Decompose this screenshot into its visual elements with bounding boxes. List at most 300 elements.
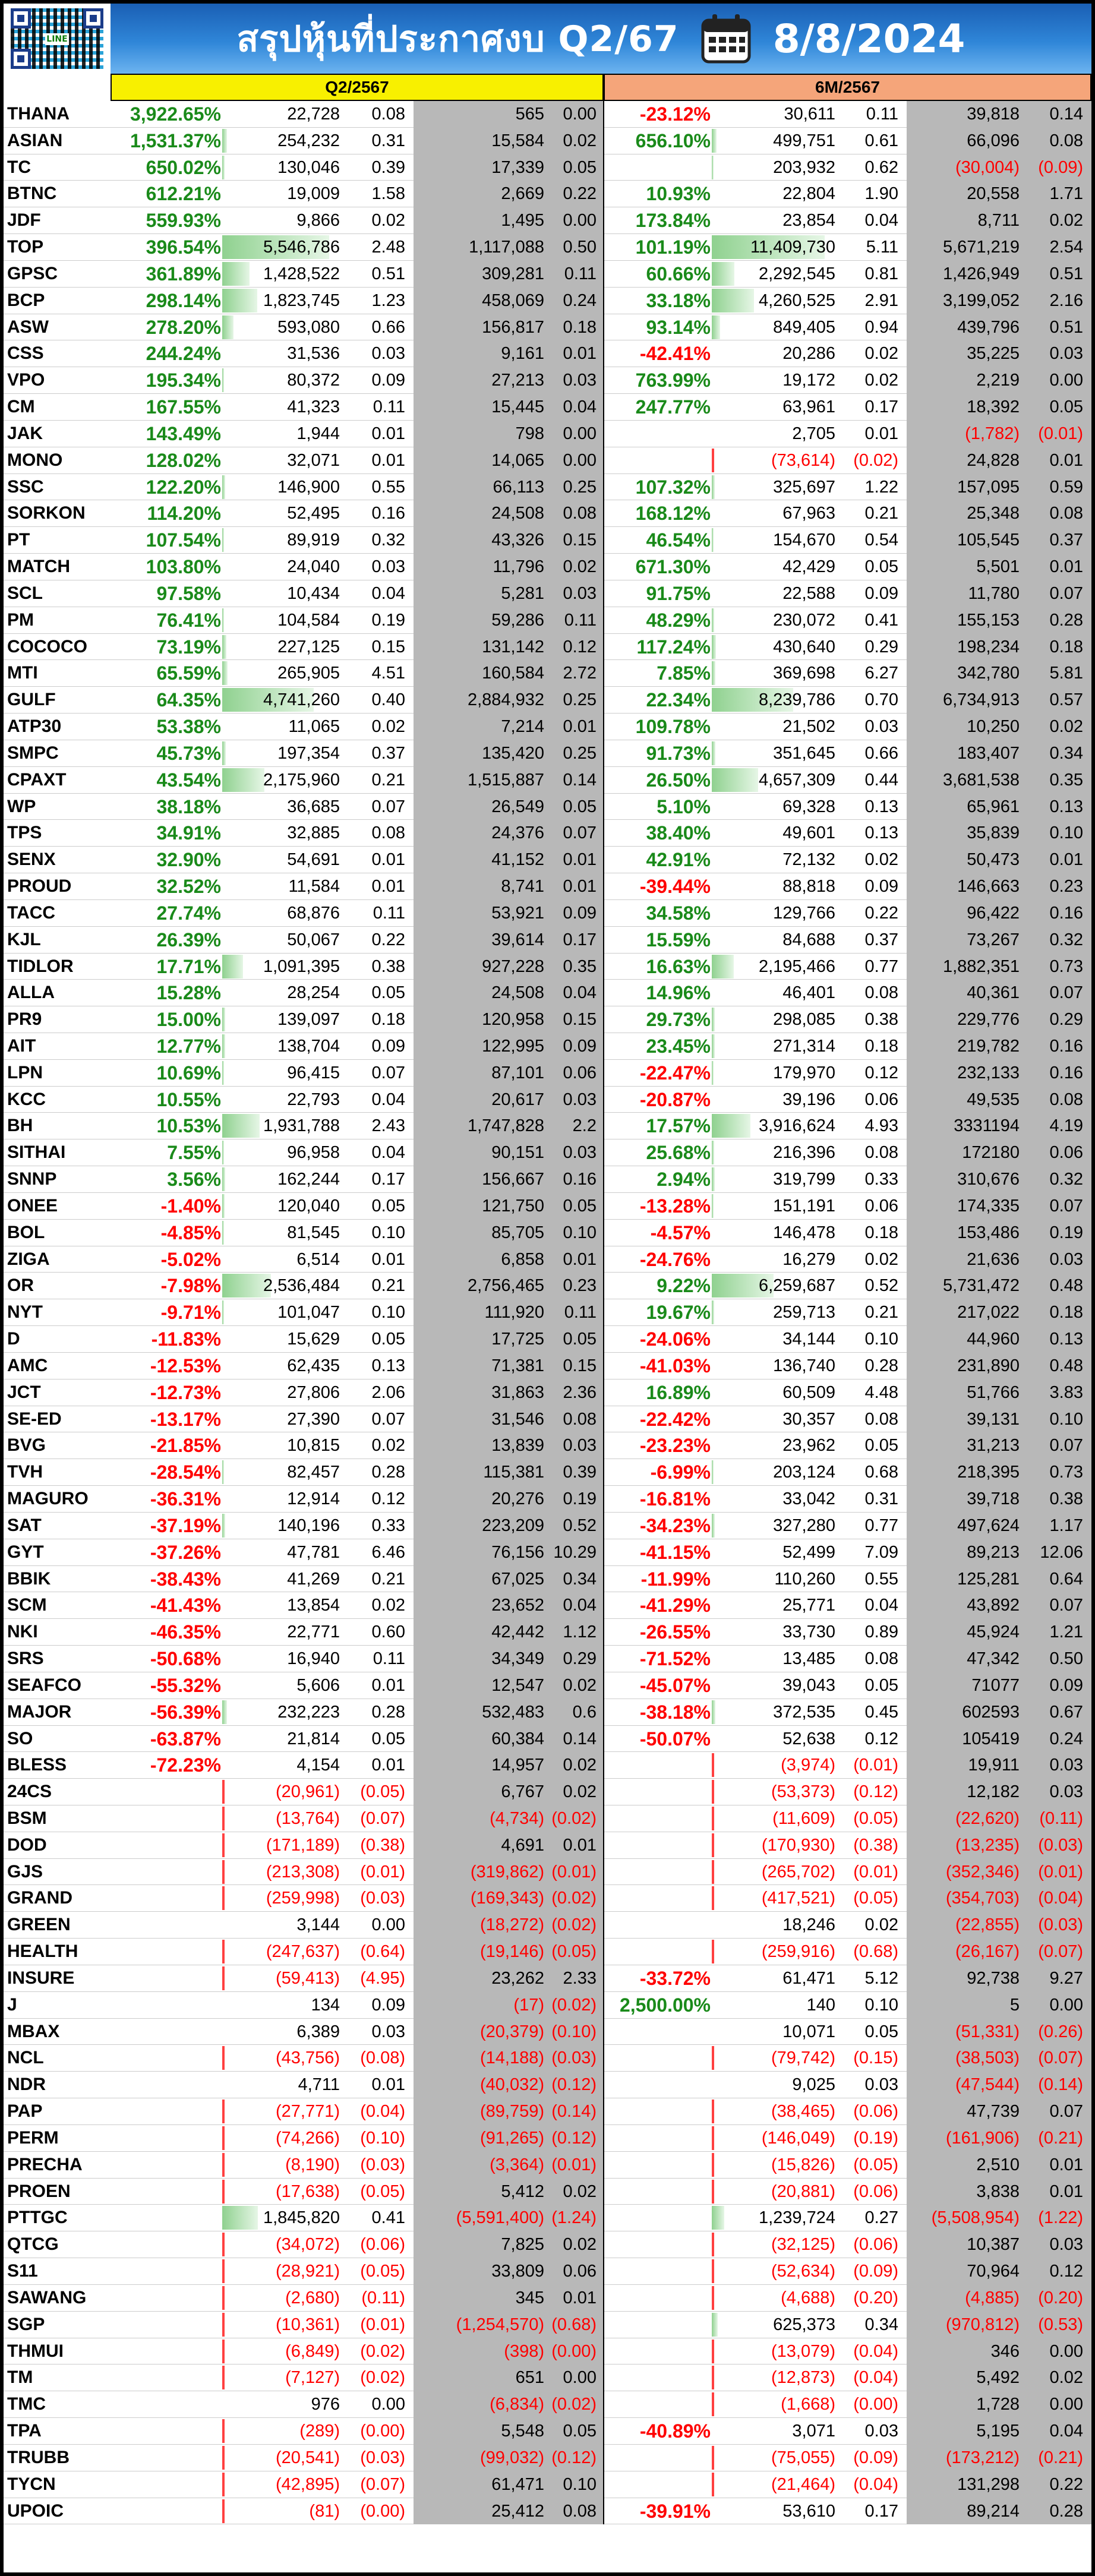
- q2-eps: 0.28: [371, 1702, 405, 1722]
- prev-eps: 0.02: [563, 131, 597, 150]
- prev-net-profit: (99,032): [479, 2448, 544, 2467]
- symbol[interactable]: ONEE: [7, 1195, 58, 1216]
- symbol[interactable]: BCP: [7, 290, 45, 310]
- 6m-prev-net-profit: 5,492: [976, 2368, 1020, 2388]
- 6m-change-pct: [604, 2285, 711, 2312]
- q2-net-profit: 68,876: [287, 903, 340, 923]
- 6m-prev-eps: 0.57: [1049, 690, 1083, 710]
- table-row: [4, 927, 1091, 954]
- symbol[interactable]: TPS: [7, 823, 42, 843]
- symbol[interactable]: WP: [7, 796, 36, 816]
- q2-net-profit: 1,944: [296, 424, 340, 443]
- 6m-prev-eps: 0.07: [1049, 1436, 1083, 1456]
- q2-net-profit: 50,067: [287, 930, 340, 949]
- symbol[interactable]: SEAFCO: [7, 1675, 82, 1695]
- q2-loss-bar: [222, 2100, 225, 2123]
- q2-change-pct: 122.20%: [146, 476, 221, 498]
- symbol[interactable]: BBIK: [7, 1568, 51, 1589]
- symbol[interactable]: LPN: [7, 1062, 43, 1082]
- prev-eps: 0.00: [563, 450, 597, 470]
- 6m-prev-net-profit: (47,544): [955, 2075, 1020, 2095]
- q2-net-profit: 80,372: [287, 371, 340, 390]
- table-row: [4, 2312, 1091, 2338]
- table-row: [4, 2045, 1091, 2072]
- 6m-prev-eps: 0.18: [1049, 1303, 1083, 1322]
- q2-net-profit: 47,781: [287, 1542, 340, 1562]
- 6m-change-pct: [604, 1832, 711, 1859]
- 6m-profit-bar: [712, 1034, 715, 1058]
- q2-eps: 2.48: [371, 238, 405, 257]
- 6m-eps: 4.93: [864, 1116, 898, 1136]
- table-row: [4, 1965, 1091, 1992]
- 6m-change-pct: [604, 2365, 711, 2391]
- q2-eps: (0.07): [360, 1809, 405, 1828]
- prev-eps: (0.02): [551, 1995, 597, 2015]
- q2-loss-bar: [222, 2340, 225, 2363]
- q2-net-profit: 13,854: [287, 1596, 340, 1615]
- 6m-change-pct: -39.91%: [639, 2500, 711, 2522]
- symbol[interactable]: MBAX: [7, 2021, 60, 2041]
- symbol[interactable]: INSURE: [7, 1968, 75, 1988]
- symbol[interactable]: ASW: [7, 317, 49, 337]
- prev-net-profit: 156,667: [482, 1170, 544, 1189]
- prev-net-profit: (5,591,400): [456, 2208, 544, 2228]
- q2-eps: 0.13: [371, 1356, 405, 1375]
- symbol[interactable]: GRAND: [7, 1888, 72, 1908]
- q2-eps: (4.95): [360, 1968, 405, 1988]
- 6m-eps: 0.34: [864, 2315, 898, 2334]
- table-row: [4, 1912, 1091, 1939]
- 6m-profit-bar: [712, 608, 714, 632]
- prev-net-profit: 27,213: [491, 371, 544, 390]
- symbol[interactable]: NYT: [7, 1302, 43, 1322]
- 6m-prev-eps: 0.01: [1049, 850, 1083, 870]
- symbol[interactable]: SO: [7, 1728, 33, 1748]
- 6m-eps: 0.05: [864, 557, 898, 577]
- symbol[interactable]: D: [7, 1329, 20, 1349]
- prev-eps: 0.00: [563, 211, 597, 231]
- 6m-prev-eps: (0.04): [1038, 1889, 1083, 1908]
- 6m-net-profit: 151,191: [773, 1196, 835, 1216]
- symbol[interactable]: PRECHA: [7, 2154, 83, 2174]
- 6m-prev-eps: 0.00: [1049, 371, 1083, 390]
- 6m-net-profit: 3,916,624: [758, 1116, 835, 1136]
- 6m-prev-net-profit: 5,501: [976, 557, 1020, 577]
- symbol[interactable]: SCM: [7, 1595, 47, 1615]
- 6m-prev-net-profit: 183,407: [957, 743, 1020, 763]
- symbol[interactable]: CM: [7, 397, 35, 417]
- symbol[interactable]: PAP: [7, 2101, 43, 2122]
- symbol[interactable]: THMUI: [7, 2341, 64, 2361]
- q2-net-profit: (81): [309, 2501, 340, 2521]
- symbol[interactable]: PROUD: [7, 876, 72, 896]
- symbol[interactable]: SITHAI: [7, 1142, 66, 1163]
- symbol[interactable]: SORKON: [7, 503, 86, 523]
- q2-eps: (0.01): [360, 1862, 405, 1882]
- symbol[interactable]: SAT: [7, 1515, 42, 1535]
- q2-net-profit: (10,361): [275, 2315, 340, 2334]
- q2-eps: 0.22: [371, 930, 405, 949]
- q2-eps: 0.28: [371, 1463, 405, 1482]
- 6m-eps: (0.01): [853, 1862, 898, 1882]
- symbol[interactable]: SRS: [7, 1649, 44, 1669]
- 6m-prev-net-profit: 602593: [962, 1702, 1020, 1722]
- q2-period-label: Q2/2567: [111, 74, 604, 101]
- 6m-eps: (0.19): [853, 2128, 898, 2148]
- prev-net-profit: 2,669: [501, 184, 544, 204]
- symbol[interactable]: GULF: [7, 690, 56, 710]
- table-row: [4, 1033, 1091, 1060]
- symbol[interactable]: KJL: [7, 929, 41, 949]
- 6m-prev-eps: 0.01: [1049, 557, 1083, 577]
- 6m-eps: (0.20): [853, 2288, 898, 2307]
- symbol[interactable]: GPSC: [7, 263, 58, 283]
- symbol[interactable]: THANA: [7, 104, 70, 124]
- 6m-net-profit: 67,963: [782, 504, 835, 523]
- symbol[interactable]: PROEN: [7, 2181, 71, 2201]
- symbol[interactable]: VPO: [7, 370, 45, 390]
- 6m-net-profit: 19,172: [782, 371, 835, 390]
- 6m-eps: 0.77: [864, 956, 898, 976]
- symbol[interactable]: TVH: [7, 1462, 43, 1482]
- prev-net-profit: 1,495: [501, 211, 544, 231]
- prev-net-profit: 43,326: [491, 531, 544, 550]
- q2-net-profit: 139,097: [277, 1010, 340, 1030]
- q2-net-profit: 2,536,484: [263, 1276, 340, 1296]
- symbol[interactable]: SSC: [7, 476, 44, 497]
- symbol[interactable]: ATP30: [7, 716, 62, 737]
- prev-eps: 0.06: [563, 2262, 597, 2281]
- 6m-net-profit: 4,657,309: [758, 770, 835, 790]
- 6m-prev-eps: 0.08: [1049, 131, 1083, 150]
- 6m-prev-eps: 0.04: [1049, 2422, 1083, 2441]
- prev-eps: 0.16: [563, 1170, 597, 1189]
- 6m-net-profit: 72,132: [782, 850, 835, 870]
- prev-eps: (0.10): [551, 2022, 597, 2041]
- 6m-change-pct: -34.23%: [639, 1514, 711, 1536]
- 6m-prev-net-profit: 40,361: [967, 983, 1020, 1003]
- prev-eps: 0.11: [564, 1303, 597, 1322]
- symbol[interactable]: UPOIC: [7, 2501, 64, 2521]
- table-row: [4, 1220, 1091, 1246]
- q2-eps: 0.01: [371, 2075, 405, 2095]
- q2-eps: (0.38): [360, 1835, 405, 1855]
- q2-change-pct: 64.35%: [156, 689, 221, 711]
- prev-eps: 0.01: [563, 1249, 597, 1269]
- prev-net-profit: 24,508: [491, 983, 544, 1003]
- symbol[interactable]: KCC: [7, 1089, 46, 1109]
- symbol[interactable]: CSS: [7, 343, 44, 364]
- 6m-prev-net-profit: (26,167): [955, 1942, 1020, 1962]
- symbol[interactable]: GJS: [7, 1861, 43, 1882]
- prev-eps: 0.09: [563, 1036, 597, 1056]
- header-banner: [4, 4, 1091, 74]
- prev-eps: 0.07: [563, 823, 597, 843]
- 6m-prev-net-profit: 439,796: [957, 317, 1020, 337]
- 6m-net-profit: 52,638: [782, 1729, 835, 1748]
- symbol[interactable]: BH: [7, 1116, 33, 1136]
- 6m-change-pct: -20.87%: [639, 1088, 711, 1110]
- prev-net-profit: 651: [515, 2368, 544, 2388]
- symbol[interactable]: TPA: [7, 2421, 42, 2441]
- 6m-net-profit: 34,144: [782, 1330, 835, 1349]
- 6m-profit-bar: [712, 635, 716, 659]
- prev-net-profit: 6,858: [501, 1249, 544, 1269]
- q2-change-pct: [112, 2205, 221, 2231]
- symbol[interactable]: JCT: [7, 1382, 41, 1402]
- line-qr-code[interactable]: [4, 4, 111, 74]
- symbol[interactable]: MONO: [7, 450, 63, 470]
- 6m-prev-net-profit: 310,676: [957, 1170, 1020, 1189]
- q2-net-profit: 3,144: [296, 1915, 340, 1935]
- symbol[interactable]: TACC: [7, 902, 56, 923]
- symbol[interactable]: PR9: [7, 1009, 42, 1030]
- prev-net-profit: 17,725: [491, 1330, 544, 1349]
- symbol[interactable]: JAK: [7, 423, 43, 443]
- symbol[interactable]: AIT: [7, 1036, 36, 1056]
- 6m-change-pct: -41.03%: [639, 1355, 711, 1377]
- symbol[interactable]: PT: [7, 530, 30, 550]
- symbol[interactable]: MAJOR: [7, 1701, 72, 1722]
- symbol[interactable]: SAWANG: [7, 2287, 87, 2307]
- qr-pattern: [11, 8, 103, 69]
- 6m-prev-net-profit: 3,838: [976, 2182, 1020, 2201]
- 6m-prev-eps: 0.13: [1049, 1330, 1083, 1349]
- 6m-prev-eps: 0.08: [1049, 504, 1083, 523]
- symbol[interactable]: SCL: [7, 583, 43, 603]
- 6m-eps: 0.06: [864, 1090, 898, 1109]
- 6m-net-profit: 60,509: [782, 1382, 835, 1402]
- q2-eps: 0.07: [371, 1063, 405, 1082]
- 6m-eps: 0.05: [864, 1436, 898, 1456]
- symbol[interactable]: MATCH: [7, 557, 71, 577]
- 6m-prev-net-profit: 89,214: [967, 2501, 1020, 2521]
- symbol[interactable]: ZIGA: [7, 1249, 50, 1269]
- symbol[interactable]: BOL: [7, 1222, 45, 1242]
- q2-net-profit: 4,741,260: [263, 690, 340, 710]
- symbol[interactable]: TC: [7, 157, 31, 177]
- symbol[interactable]: 24CS: [7, 1782, 52, 1802]
- 6m-eps: 0.02: [864, 1915, 898, 1935]
- 6m-eps: 0.02: [864, 371, 898, 390]
- prev-eps: (0.00): [551, 2341, 597, 2361]
- symbol[interactable]: NKI: [7, 1622, 38, 1642]
- 6m-prev-net-profit: (51,331): [955, 2022, 1020, 2041]
- prev-net-profit: 24,376: [491, 823, 544, 843]
- q2-change-pct: -28.54%: [150, 1461, 221, 1483]
- 6m-prev-eps: 2.16: [1049, 291, 1083, 310]
- prev-eps: 0.25: [563, 477, 597, 497]
- prev-eps: 0.05: [563, 1196, 597, 1216]
- prev-eps: 0.15: [563, 531, 597, 550]
- table-row: [4, 1060, 1091, 1087]
- 6m-eps: 4.48: [864, 1382, 898, 1402]
- symbol[interactable]: CPAXT: [7, 769, 67, 790]
- symbol[interactable]: DOD: [7, 1835, 47, 1855]
- prev-net-profit: (1,254,570): [456, 2315, 544, 2334]
- q2-eps: 0.11: [373, 397, 405, 417]
- q2-net-profit: 227,125: [277, 637, 340, 656]
- prev-net-profit: 26,549: [491, 797, 544, 816]
- symbol[interactable]: AMC: [7, 1355, 48, 1375]
- 6m-eps: 0.33: [864, 1170, 898, 1189]
- symbol[interactable]: TOP: [7, 237, 44, 257]
- symbol[interactable]: TIDLOR: [7, 956, 74, 976]
- prev-eps: 0.09: [563, 903, 597, 923]
- prev-eps: 0.05: [563, 157, 597, 177]
- symbol[interactable]: GYT: [7, 1542, 44, 1562]
- symbol[interactable]: COCOCO: [7, 636, 87, 656]
- 6m-prev-eps: 0.67: [1049, 1702, 1083, 1722]
- prev-eps: (0.02): [551, 1809, 597, 1828]
- table-row: [4, 2205, 1091, 2231]
- prev-eps: 0.01: [563, 344, 597, 364]
- q2-change-pct: [112, 2125, 221, 2152]
- symbol[interactable]: HEALTH: [7, 1942, 78, 1962]
- symbol[interactable]: SE-ED: [7, 1409, 62, 1429]
- prev-eps: 0.02: [563, 1756, 597, 1775]
- prev-eps: 0.52: [563, 1516, 597, 1535]
- q2-loss-bar: [222, 1807, 225, 1830]
- symbol[interactable]: TMC: [7, 2394, 46, 2414]
- symbol[interactable]: OR: [7, 1276, 34, 1296]
- 6m-change-pct: 48.29%: [646, 609, 711, 631]
- q2-change-pct: [112, 2365, 221, 2391]
- symbol[interactable]: JDF: [7, 210, 41, 231]
- q2-net-profit: 138,704: [277, 1036, 340, 1056]
- symbol[interactable]: S11: [7, 2261, 38, 2281]
- 6m-prev-eps: 0.64: [1049, 1569, 1083, 1589]
- 6m-change-pct: 42.91%: [646, 849, 711, 871]
- 6m-profit-bar: [712, 1141, 714, 1164]
- prev-eps: (0.05): [551, 1942, 597, 1962]
- q2-change-pct: 53.38%: [156, 716, 221, 738]
- symbol[interactable]: PTTGC: [7, 2208, 68, 2228]
- 6m-prev-net-profit: 66,096: [967, 131, 1020, 150]
- 6m-prev-eps: 0.13: [1049, 797, 1083, 816]
- q2-change-pct: [112, 1939, 221, 1965]
- q2-eps: 0.66: [371, 317, 405, 337]
- 6m-net-profit: 42,429: [782, 557, 835, 577]
- 6m-change-pct: [604, 2445, 711, 2471]
- prev-eps: 0.00: [563, 105, 597, 124]
- symbol[interactable]: SMPC: [7, 743, 59, 763]
- q2-net-profit: 36,685: [287, 797, 340, 816]
- 6m-net-profit: 11,409,730: [750, 238, 835, 257]
- q2-change-pct: [112, 2045, 221, 2072]
- 6m-net-profit: 20,286: [782, 344, 835, 364]
- 6m-prev-net-profit: 5,671,219: [942, 238, 1020, 257]
- symbol[interactable]: TM: [7, 2367, 33, 2388]
- 6m-eps: 0.03: [864, 2422, 898, 2441]
- q2-eps: 0.05: [371, 983, 405, 1003]
- symbol[interactable]: PERM: [7, 2127, 59, 2148]
- 6m-change-pct: [604, 2312, 711, 2338]
- 6m-prev-eps: 0.48: [1049, 1276, 1083, 1296]
- prev-eps: 0.00: [563, 424, 597, 443]
- symbol[interactable]: SNNP: [7, 1169, 57, 1189]
- 6m-eps: (0.04): [853, 2368, 898, 2388]
- 6m-prev-eps: 3.83: [1049, 1382, 1083, 1402]
- symbol[interactable]: ALLA: [7, 983, 55, 1003]
- 6m-profit-bar: [712, 1514, 715, 1538]
- prev-eps: (0.14): [551, 2102, 597, 2122]
- 6m-net-profit: 21,502: [782, 717, 835, 737]
- symbol[interactable]: MAGURO: [7, 1489, 89, 1509]
- q2-eps: (0.08): [360, 2048, 405, 2068]
- q2-eps: 0.05: [371, 1729, 405, 1748]
- q2-net-profit: 24,040: [287, 557, 340, 577]
- q2-net-profit: (7,127): [285, 2368, 340, 2388]
- symbol[interactable]: ASIAN: [7, 130, 63, 150]
- 6m-eps: 0.04: [864, 211, 898, 231]
- symbol[interactable]: MTI: [7, 663, 38, 683]
- prev-eps: 0.34: [563, 1569, 597, 1589]
- symbol[interactable]: NCL: [7, 2048, 44, 2068]
- symbol[interactable]: PM: [7, 610, 34, 630]
- symbol[interactable]: GREEN: [7, 1915, 71, 1935]
- prev-eps: 0.6: [572, 1702, 597, 1722]
- 6m-change-pct: -39.44%: [639, 876, 711, 898]
- q2-profit-bar: [222, 1300, 224, 1324]
- table-row: [4, 1592, 1091, 1619]
- symbol[interactable]: BLESS: [7, 1755, 67, 1775]
- 6m-net-profit: 18,246: [782, 1915, 835, 1935]
- q2-net-profit: 15,629: [287, 1330, 340, 1349]
- prev-eps: 0.03: [563, 371, 597, 390]
- 6m-net-profit: 39,196: [782, 1090, 835, 1109]
- 6m-prev-net-profit: (38,503): [955, 2048, 1020, 2068]
- q2-net-profit: 82,457: [287, 1463, 340, 1482]
- 6m-change-pct: 17.57%: [646, 1115, 711, 1137]
- q2-net-profit: 27,806: [287, 1382, 340, 1402]
- q2-loss-bar: [222, 2446, 225, 2470]
- q2-change-pct: -5.02%: [160, 1248, 221, 1270]
- table-row: [4, 474, 1091, 501]
- symbol[interactable]: J: [7, 1994, 17, 2015]
- table-row: [4, 261, 1091, 288]
- 6m-prev-net-profit: 47,342: [967, 1649, 1020, 1669]
- symbol[interactable]: BSM: [7, 1808, 47, 1828]
- q2-eps: (0.02): [360, 2341, 405, 2361]
- 6m-profit-bar: [712, 1300, 714, 1324]
- q2-net-profit: 104,584: [277, 610, 340, 630]
- symbol[interactable]: TYCN: [7, 2474, 56, 2494]
- symbol[interactable]: TRUBB: [7, 2447, 70, 2467]
- q2-change-pct: [112, 2098, 221, 2125]
- symbol[interactable]: SENX: [7, 850, 56, 870]
- symbol[interactable]: SGP: [7, 2314, 45, 2334]
- 6m-eps: 0.61: [864, 131, 898, 150]
- q2-change-pct: 38.18%: [156, 795, 221, 817]
- prev-net-profit: (40,032): [479, 2075, 544, 2095]
- symbol[interactable]: BTNC: [7, 184, 57, 204]
- q2-loss-bar: [222, 2366, 225, 2389]
- q2-change-pct: 650.02%: [146, 156, 221, 178]
- q2-change-pct: 34.91%: [156, 822, 221, 844]
- symbol[interactable]: QTCG: [7, 2234, 59, 2255]
- 6m-net-profit: (12,873): [771, 2368, 835, 2388]
- 6m-change-pct: [604, 2391, 711, 2418]
- q2-net-profit: 27,390: [287, 1409, 340, 1429]
- 6m-prev-net-profit: 155,153: [957, 610, 1020, 630]
- q2-eps: 0.09: [371, 371, 405, 390]
- 6m-prev-eps: 4.19: [1049, 1116, 1083, 1136]
- 6m-prev-eps: 0.01: [1049, 2155, 1083, 2174]
- symbol[interactable]: BVG: [7, 1435, 46, 1456]
- calendar-icon: [700, 13, 752, 64]
- symbol[interactable]: NDR: [7, 2075, 46, 2095]
